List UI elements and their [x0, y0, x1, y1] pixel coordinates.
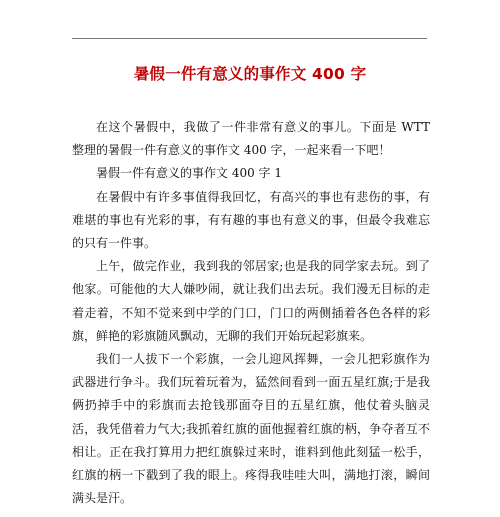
document-title: 暑假一件有意义的事作文 400 字: [133, 65, 367, 83]
paragraph-3: 我们一人拔下一个彩旗，一会儿迎风挥舞，一会儿把彩旗作为武器进行争斗。我们玩着玩着为，猛然间看到一面五星红旗;于是我俩扔掉手中的彩旗而去抢钱那面夺目的五星红旗，他仗着头脑灵活，我凭借着力气大;我抓着红旗的面他握着红旗的柄，争夺者互不相让。正在我打算用力把红旗躲过来时，谁料到他此刻猛一松手，红旗的柄一下戳到了我的眼上。疼得我哇哇大叫，满地打滚，瞬间满头是汗。: [72, 352, 430, 506]
header-rule: [72, 38, 427, 39]
paragraph-subtitle: 暑假一件有意义的事作文 400 字 1: [96, 166, 282, 181]
paragraph-2: 上午，做完作业，我到我的邻居家;也是我的同学家去玩。到了他家。可能他的大人嫌吵闹，就让我们出去玩。我们漫无目标的走着走着，不知不觉来到中学的门口，门口的两侧插着各色各样的彩旗，鲜艳的彩旗随风飘动，无聊的我们开始玩起彩旗来。: [72, 259, 430, 343]
paragraph-1: 在暑假中有许多事值得我回忆，有高兴的事也有悲伤的事，有难堪的事也有光彩的事，有有趣的事也有意义的事，但最令我难忘的只有一件事。: [72, 189, 430, 251]
document-body: [72, 116, 430, 510]
paragraph-intro: 在这个暑假中，我做了一件非常有意义的事儿。下面是 WTT 整理的暑假一件有意义的事作文 400 字，一起来看一下吧！: [72, 120, 430, 158]
